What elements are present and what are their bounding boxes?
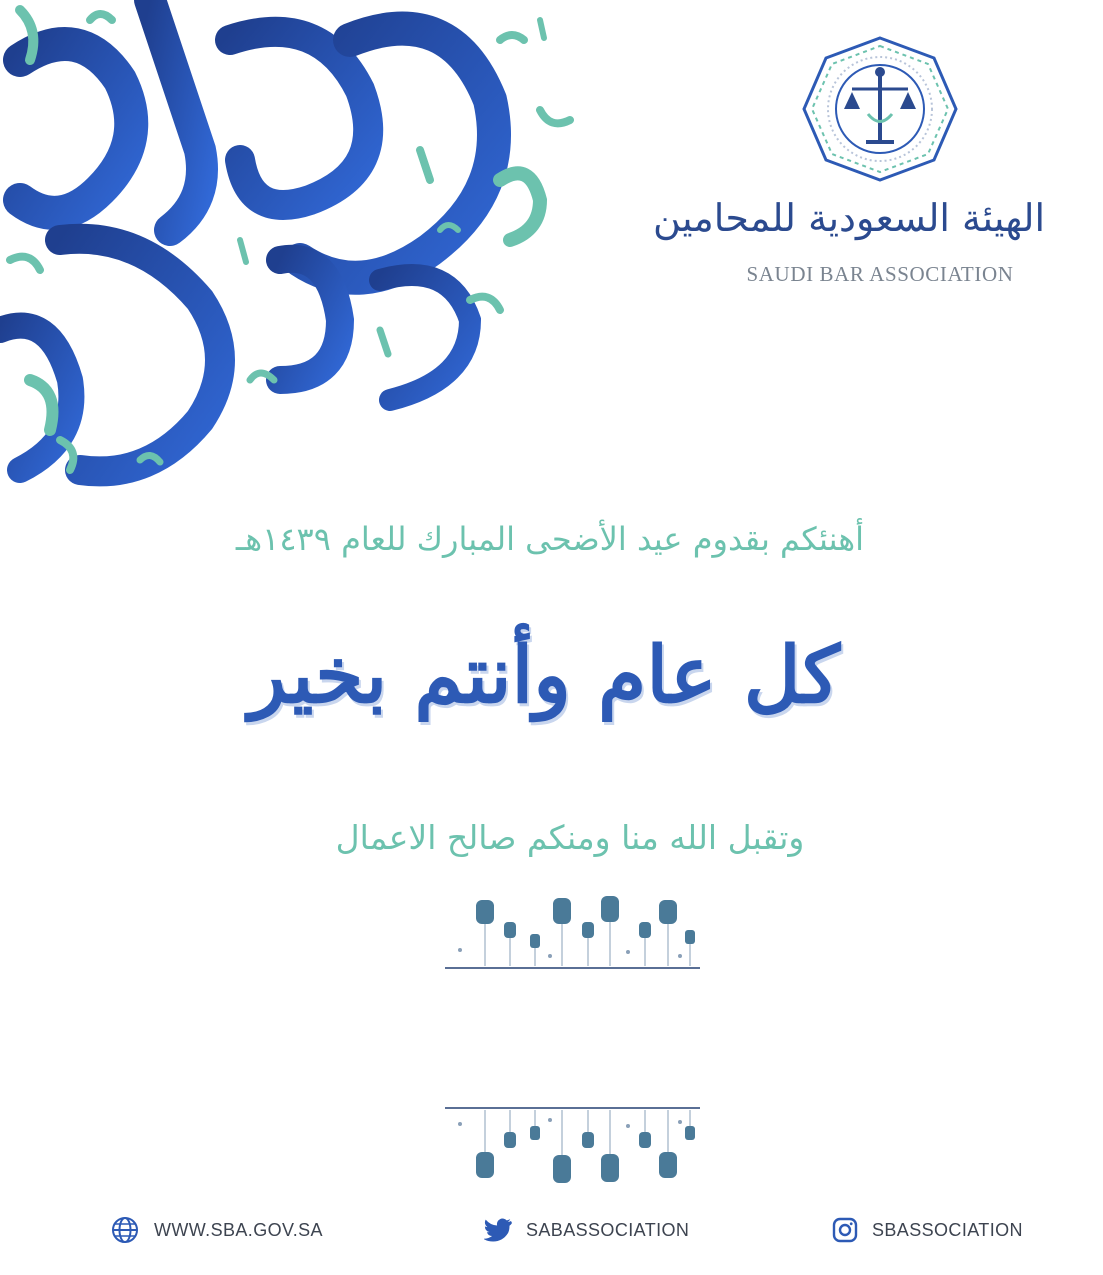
instagram-icon — [832, 1217, 858, 1243]
scales-of-justice-emblem-icon — [800, 34, 960, 184]
footer-instagram-link[interactable] — [832, 1212, 1023, 1248]
twitter-bird-icon — [484, 1218, 512, 1242]
hanging-lanterns-icon — [440, 1100, 705, 1190]
footer-instagram-text: SBASSOCIATION — [872, 1219, 1023, 1240]
greeting-intro: أهنئكم بقدوم عيد الأضحى المبارك للعام ١٤٣٩هـ — [235, 520, 865, 558]
footer-website-text: WWW.SBA.GOV.SA — [154, 1219, 323, 1240]
decorative-calligraphy — [0, 0, 600, 500]
logo-name-english: SAUDI BAR ASSOCIATION — [746, 262, 1014, 286]
greeting-closing: وتقبل الله منا ومنكم صالح الاعمال — [335, 818, 805, 857]
eid-calligraphy-headline — [248, 590, 840, 790]
hanging-lanterns-icon — [440, 890, 705, 975]
globe-icon — [110, 1215, 140, 1245]
logo-name-arabic: الهيئة السعودية للمحامين — [653, 196, 1045, 240]
footer-website-link[interactable] — [110, 1212, 323, 1248]
headline-text: كل عام وأنتم بخير — [248, 630, 840, 721]
footer-twitter-link[interactable] — [484, 1212, 689, 1248]
footer-twitter-text: SABASSOCIATION — [526, 1219, 690, 1240]
